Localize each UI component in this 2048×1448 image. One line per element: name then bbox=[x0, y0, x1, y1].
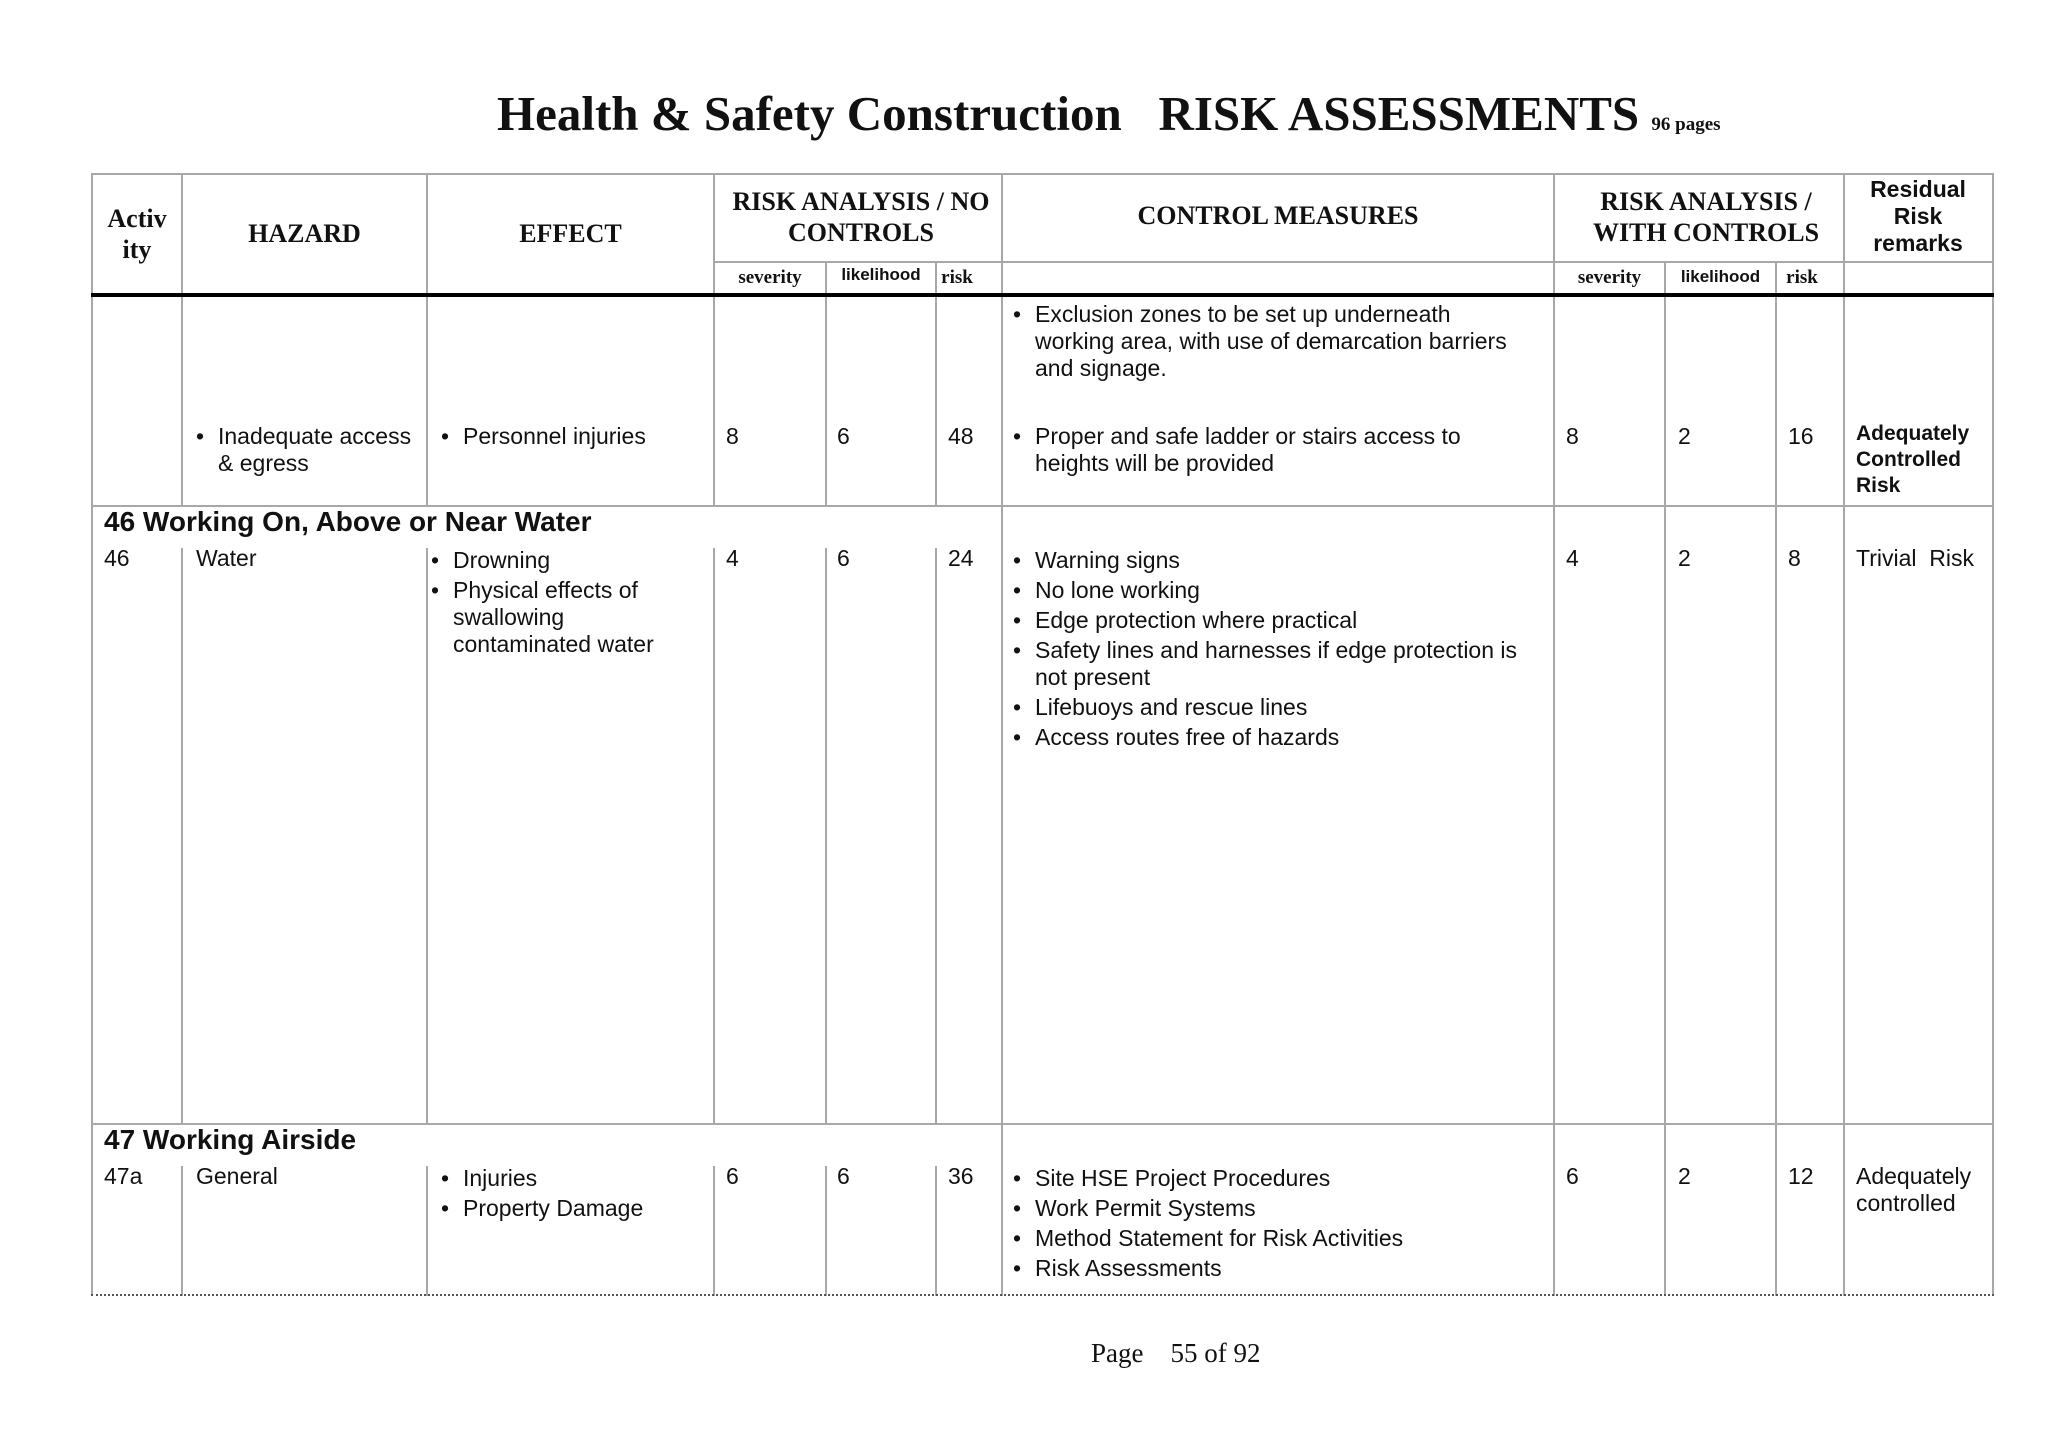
col-line bbox=[1553, 1123, 1555, 1296]
header-likelihood-c: likelihood bbox=[1680, 267, 1761, 286]
risk-value: 36 bbox=[948, 1163, 974, 1189]
bottom-rule bbox=[91, 1294, 1994, 1296]
col-line bbox=[181, 1166, 183, 1296]
col-line bbox=[1664, 505, 1666, 1123]
title-pages: 96 pages bbox=[1651, 114, 1721, 135]
control-list bbox=[1013, 547, 1543, 754]
list-item: • Risk Assessments bbox=[1013, 1255, 1543, 1282]
risk-assessment-table bbox=[91, 173, 1994, 1296]
col-line bbox=[825, 548, 827, 1123]
row-line bbox=[713, 261, 1994, 263]
col-line bbox=[1001, 505, 1003, 1123]
control-list bbox=[1013, 423, 1533, 480]
likelihood-value: 6 bbox=[837, 423, 850, 449]
residual-remarks: Adequately controlled bbox=[1856, 1163, 1972, 1216]
list-item: • Injuries bbox=[441, 1165, 706, 1192]
col-line bbox=[1775, 505, 1777, 1123]
list-item: • Access routes free of hazards bbox=[1013, 724, 1543, 751]
header-hazard: HAZARD bbox=[248, 219, 361, 248]
hazard-list bbox=[196, 423, 421, 480]
col-line bbox=[1664, 261, 1666, 505]
header-risk: risk bbox=[941, 267, 973, 288]
effect-list bbox=[441, 423, 706, 453]
activity-id: 47a bbox=[104, 1163, 143, 1189]
effect-list bbox=[431, 547, 701, 661]
residual-remarks: Trivial Risk bbox=[1856, 545, 1974, 571]
list-item: • No lone working bbox=[1013, 577, 1543, 604]
list-item: • Work Permit Systems bbox=[1013, 1195, 1543, 1222]
risk-c-value: 12 bbox=[1788, 1163, 1814, 1189]
likelihood-c-value: 2 bbox=[1678, 1163, 1691, 1189]
col-line bbox=[825, 261, 827, 505]
col-line bbox=[713, 1166, 715, 1296]
severity-value: 8 bbox=[726, 423, 739, 449]
col-line bbox=[426, 1166, 428, 1296]
header-severity: severity bbox=[738, 267, 802, 288]
col-line bbox=[1843, 1123, 1845, 1296]
list-item: • Edge protection where practical bbox=[1013, 607, 1543, 634]
header-control-measures: CONTROL MEASURES bbox=[1137, 201, 1419, 230]
risk-value: 24 bbox=[948, 545, 974, 571]
section-heading-47: 47 Working Airside bbox=[104, 1124, 357, 1155]
col-line bbox=[935, 1166, 937, 1296]
risk-c-value: 16 bbox=[1788, 423, 1814, 449]
effect-list bbox=[441, 1165, 706, 1225]
likelihood-c-value: 2 bbox=[1678, 423, 1691, 449]
residual-remarks: Adequately Controlled Risk bbox=[1856, 422, 1970, 497]
header-risk-no-controls: RISK ANALYSIS / NO CONTROLS bbox=[732, 187, 990, 247]
section-heading-46: 46 Working On, Above or Near Water bbox=[104, 506, 592, 537]
col-line bbox=[935, 548, 937, 1123]
hazard-value: Water bbox=[196, 545, 257, 571]
col-line bbox=[713, 548, 715, 1123]
list-item: • Drowning bbox=[431, 547, 701, 574]
col-line bbox=[935, 261, 937, 505]
risk-c-value: 8 bbox=[1788, 545, 1801, 571]
list-item: • Property Damage bbox=[441, 1195, 706, 1222]
col-line bbox=[713, 173, 715, 505]
header-effect: EFFECT bbox=[519, 219, 622, 248]
list-item: • Personnel injuries bbox=[441, 423, 706, 450]
list-item: • Proper and safe ladder or stairs access to heights will be provided bbox=[1013, 423, 1533, 477]
list-item: • Warning signs bbox=[1013, 547, 1543, 574]
col-line bbox=[181, 548, 183, 1123]
col-line bbox=[426, 548, 428, 1123]
col-line bbox=[1775, 1123, 1777, 1296]
severity-value: 4 bbox=[726, 545, 739, 571]
header-risk-c: risk bbox=[1786, 267, 1818, 288]
col-line bbox=[1843, 505, 1845, 1123]
hazard-value: General bbox=[196, 1163, 278, 1189]
header-residual: Residual Risk remarks bbox=[1870, 176, 1966, 256]
title-main: Health & Safety Construction RISK ASSESSMENTS bbox=[497, 86, 1640, 141]
header-likelihood: likelihood bbox=[841, 265, 921, 284]
page-number: Page 55 of 92 bbox=[1091, 1338, 1261, 1368]
col-line bbox=[1664, 1123, 1666, 1296]
header-rule bbox=[91, 293, 1994, 297]
col-line bbox=[825, 1166, 827, 1296]
col-line bbox=[1843, 173, 1845, 505]
row-line bbox=[91, 173, 1994, 175]
control-list bbox=[1013, 1165, 1543, 1285]
list-item: • Exclusion zones to be set up underneath working area, with use of demarcation barriers and signage. bbox=[1013, 301, 1533, 382]
row-line bbox=[91, 1123, 1994, 1125]
list-item: • Method Statement for Risk Activities bbox=[1013, 1225, 1543, 1252]
activity-id: 46 bbox=[104, 545, 130, 571]
severity-c-value: 8 bbox=[1566, 423, 1579, 449]
col-line bbox=[1992, 173, 1994, 1296]
likelihood-value: 6 bbox=[837, 545, 850, 571]
list-item: • Inadequate access & egress bbox=[196, 423, 421, 477]
list-item: • Lifebuoys and rescue lines bbox=[1013, 694, 1543, 721]
col-line bbox=[91, 173, 93, 1296]
risk-value: 48 bbox=[948, 423, 974, 449]
col-line bbox=[1775, 261, 1777, 505]
col-line bbox=[1553, 173, 1555, 505]
col-line bbox=[1001, 1123, 1003, 1296]
page-title bbox=[0, 85, 2048, 142]
header-activity: Activ ity bbox=[107, 204, 167, 264]
control-list bbox=[1013, 301, 1533, 385]
likelihood-value: 6 bbox=[837, 1163, 850, 1189]
list-item: • Safety lines and harnesses if edge protection is not present bbox=[1013, 637, 1543, 691]
severity-c-value: 6 bbox=[1566, 1163, 1579, 1189]
header-severity-c: severity bbox=[1577, 267, 1642, 288]
likelihood-c-value: 2 bbox=[1678, 545, 1691, 571]
list-item: • Site HSE Project Procedures bbox=[1013, 1165, 1543, 1192]
severity-c-value: 4 bbox=[1566, 545, 1579, 571]
severity-value: 6 bbox=[726, 1163, 739, 1189]
header-risk-with-controls: RISK ANALYSIS / WITH CONTROLS bbox=[1592, 187, 1820, 247]
list-item: • Physical effects of swallowing contaminated water bbox=[431, 577, 701, 658]
col-line bbox=[1553, 505, 1555, 1123]
